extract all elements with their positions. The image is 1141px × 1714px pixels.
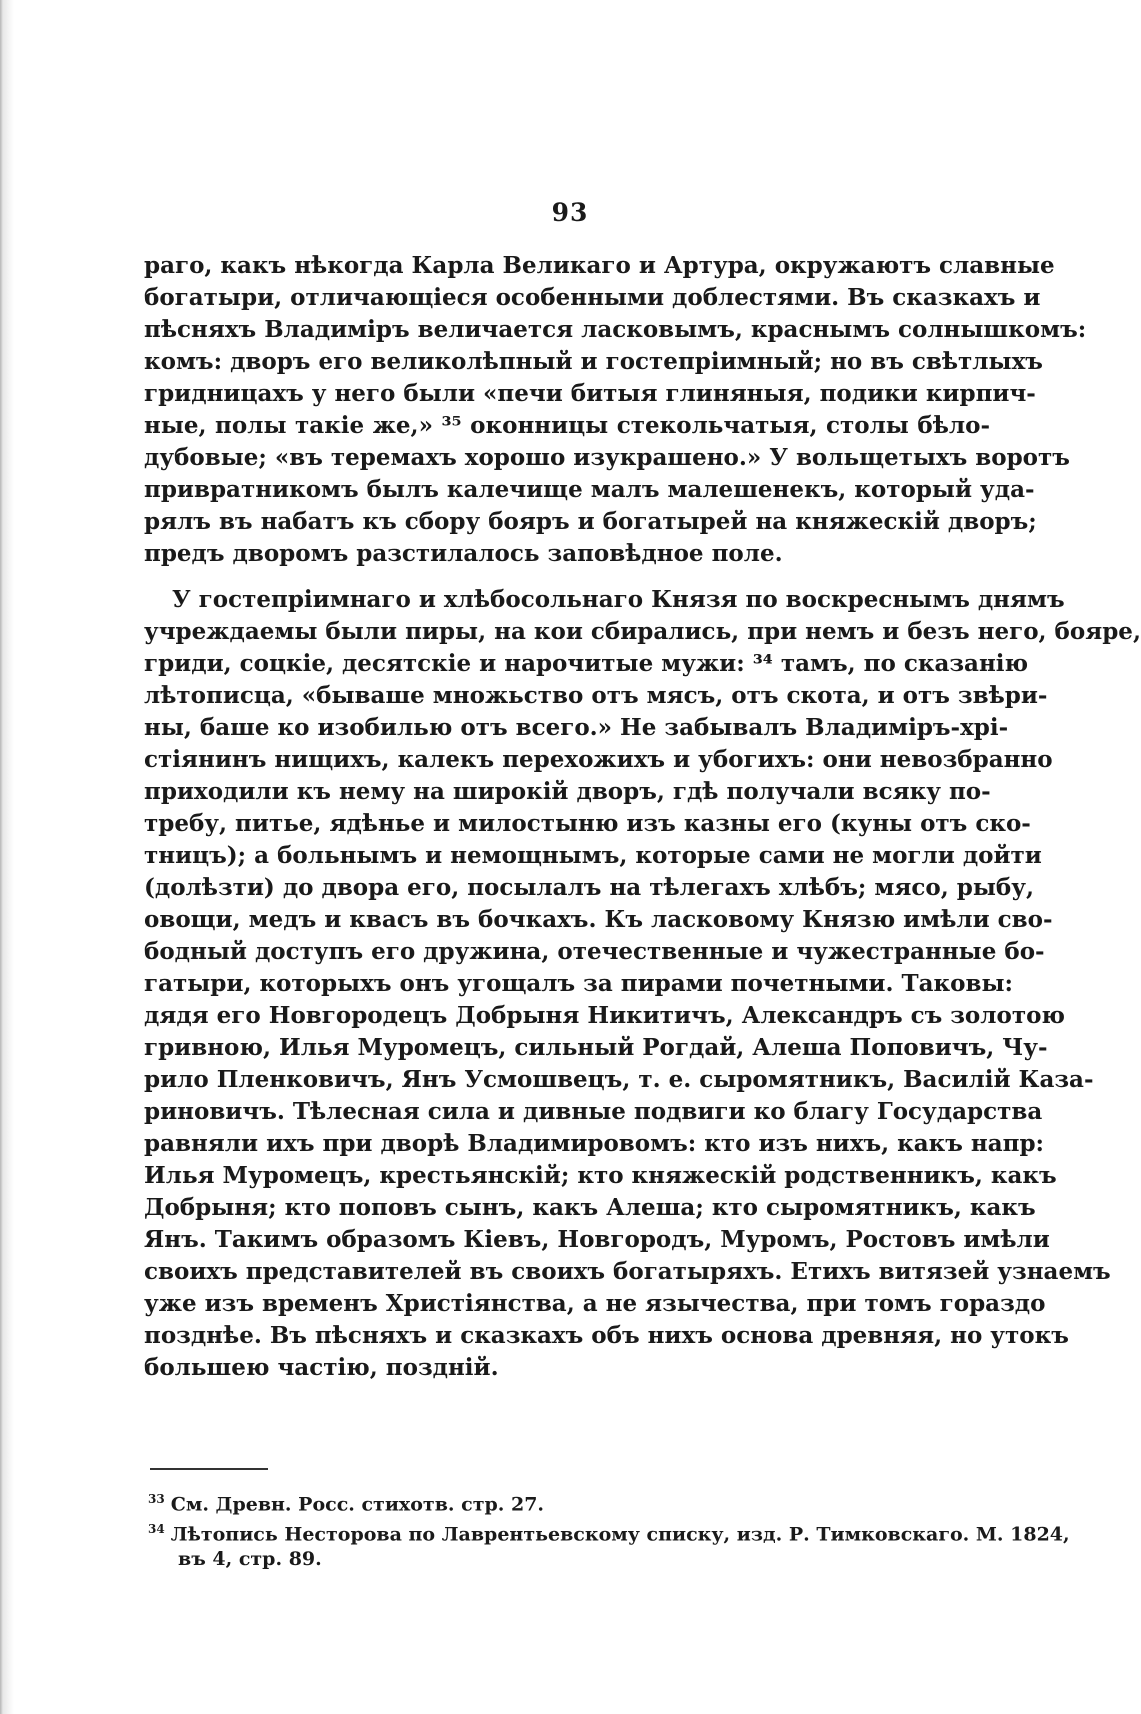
text-line: позднѣе. Въ пѣсняхъ и сказкахъ объ нихъ основа древняя, но утокъ <box>144 1322 1069 1349</box>
text-line: Добрыня; кто поповъ сынъ, какъ Алеша; кто сыромятникъ, какъ <box>144 1194 1036 1221</box>
text-line: гриди, соцкіе, десятскіе и нарочитые мужи: ³⁴ тамъ, по сказанію <box>144 650 1029 677</box>
footnotes <box>148 1484 1070 1574</box>
text-line: тницъ); а больнымъ и немощнымъ, которые сами не могли дойти <box>144 842 1042 869</box>
paragraph-2 <box>144 584 1141 1384</box>
text-line: Янъ. Такимъ образомъ Кіевъ, Новгородъ, Муромъ, Ростовъ имѣли <box>144 1226 1050 1253</box>
text-line: Илья Муромецъ, крестьянскій; кто княжескій родственникъ, какъ <box>144 1162 1057 1189</box>
footnote-text: См. Древн. Росс. стихотв. стр. 27. <box>170 1493 545 1516</box>
footnote-text: Лѣтопись Несторова по Лаврентьевскому списку, изд. Р. Тимковскаго. М. 1824, <box>170 1523 1070 1546</box>
text-line: ны, баше ко изобилью отъ всего.» Не забывалъ Владиміръ-хрі- <box>144 714 1009 741</box>
paragraph-gap <box>144 570 990 584</box>
text-line: учреждаемы были пиры, на кои сбирались, при немъ и безъ него, бояре, <box>144 618 1141 645</box>
text-line: стіянинъ нищихъ, калекъ перехожихъ и убогихъ: они невозбранно <box>144 746 1053 773</box>
text-line: гридницахъ у него были «печи битыя глиняныя, подики кирпич- <box>144 380 1036 407</box>
text-line: (долѣзти) до двора его, посылалъ на тѣлегахъ хлѣбъ; мясо, рыбу, <box>144 874 1034 901</box>
text-line: уже изъ временъ Христіянства, а не язычества, при томъ гораздо <box>144 1290 1046 1317</box>
paragraph-1 <box>144 250 1087 570</box>
text-line: богатыри, отличающіеся особенными доблестями. Въ сказкахъ и <box>144 284 1041 311</box>
text-line: рило Пленковичъ, Янъ Усмошвецъ, т. е. сыромятникъ, Василій Каза- <box>144 1066 1094 1093</box>
footnote-line <box>148 1544 994 1574</box>
text-line: большею частію, поздній. <box>144 1354 499 1381</box>
text-line: требу, питье, ядѣнье и милостыню изъ казны его (куны отъ ско- <box>144 810 1031 837</box>
footnote-text: въ 4, стр. 89. <box>178 1548 322 1570</box>
text-line: пѣсняхъ Владиміръ величается ласковымъ, краснымъ солнышкомъ: <box>144 316 1087 343</box>
text-line: своихъ представителей въ своихъ богатыряхъ. Етихъ витязей узнаемъ <box>144 1258 1111 1285</box>
footnote-line <box>148 1514 1070 1546</box>
page-edge-shadow <box>0 0 14 1714</box>
text-line: гатыри, которыхъ онъ угощалъ за пирами почетными. Таковы: <box>144 970 1013 997</box>
text-line: риновичъ. Тѣлесная сила и дивные подвиги ко благу Государства <box>144 1098 1043 1125</box>
text-line: дядя его Новгородецъ Добрыня Никитичъ, Александръ съ золотою <box>144 1002 1066 1029</box>
footnote-mark: 34 <box>148 1522 165 1536</box>
text-line: предъ дворомъ разстилалось заповѣдное поле. <box>144 540 783 567</box>
text-line: ные, полы такіе же,» ³⁵ оконницы стекольчатыя, столы бѣло- <box>144 412 990 439</box>
text-line: У гостепріимнаго и хлѣбосольнаго Князя по воскреснымъ днямъ <box>172 586 1065 613</box>
text-line: овощи, медъ и квасъ въ бочкахъ. Къ ласковому Князю имѣли сво- <box>144 906 1053 933</box>
footnote-line <box>148 1484 994 1514</box>
text-line: гривною, Илья Муромецъ, сильный Рогдай, Алеша Поповичъ, Чу- <box>144 1034 1048 1061</box>
text-line: лѣтописца, «бываше множьство отъ мясъ, отъ скота, и отъ звѣри- <box>144 682 1048 709</box>
footnote-mark: 33 <box>148 1492 165 1506</box>
text-line: приходили къ нему на широкій дворъ, гдѣ получали всяку по- <box>144 778 991 805</box>
text-line: дубовые; «въ теремахъ хорошо изукрашено.» У вольщетыхъ воротъ <box>144 444 1070 471</box>
text-line: бодный доступъ его дружина, отечественные и чужестранные бо- <box>144 938 1045 965</box>
page-number: 93 <box>551 198 589 227</box>
text-line: привратникомъ былъ калечище малъ малешенекъ, который уда- <box>144 476 1035 503</box>
text-line: комъ: дворъ его великолѣпный и гостепріимный; но въ свѣтлыхъ <box>144 348 1043 375</box>
text-line: равняли ихъ при дворѣ Владимировомъ: кто изъ нихъ, какъ напр: <box>144 1130 1045 1157</box>
footnote-rule <box>150 1468 268 1470</box>
text-line: раго, какъ нѣкогда Карла Великаго и Артура, окружаютъ славные <box>144 252 1055 279</box>
text-line: рялъ въ набатъ къ сбору бояръ и богатырей на княжескій дворъ; <box>144 508 1037 535</box>
body-text <box>144 250 1141 1384</box>
